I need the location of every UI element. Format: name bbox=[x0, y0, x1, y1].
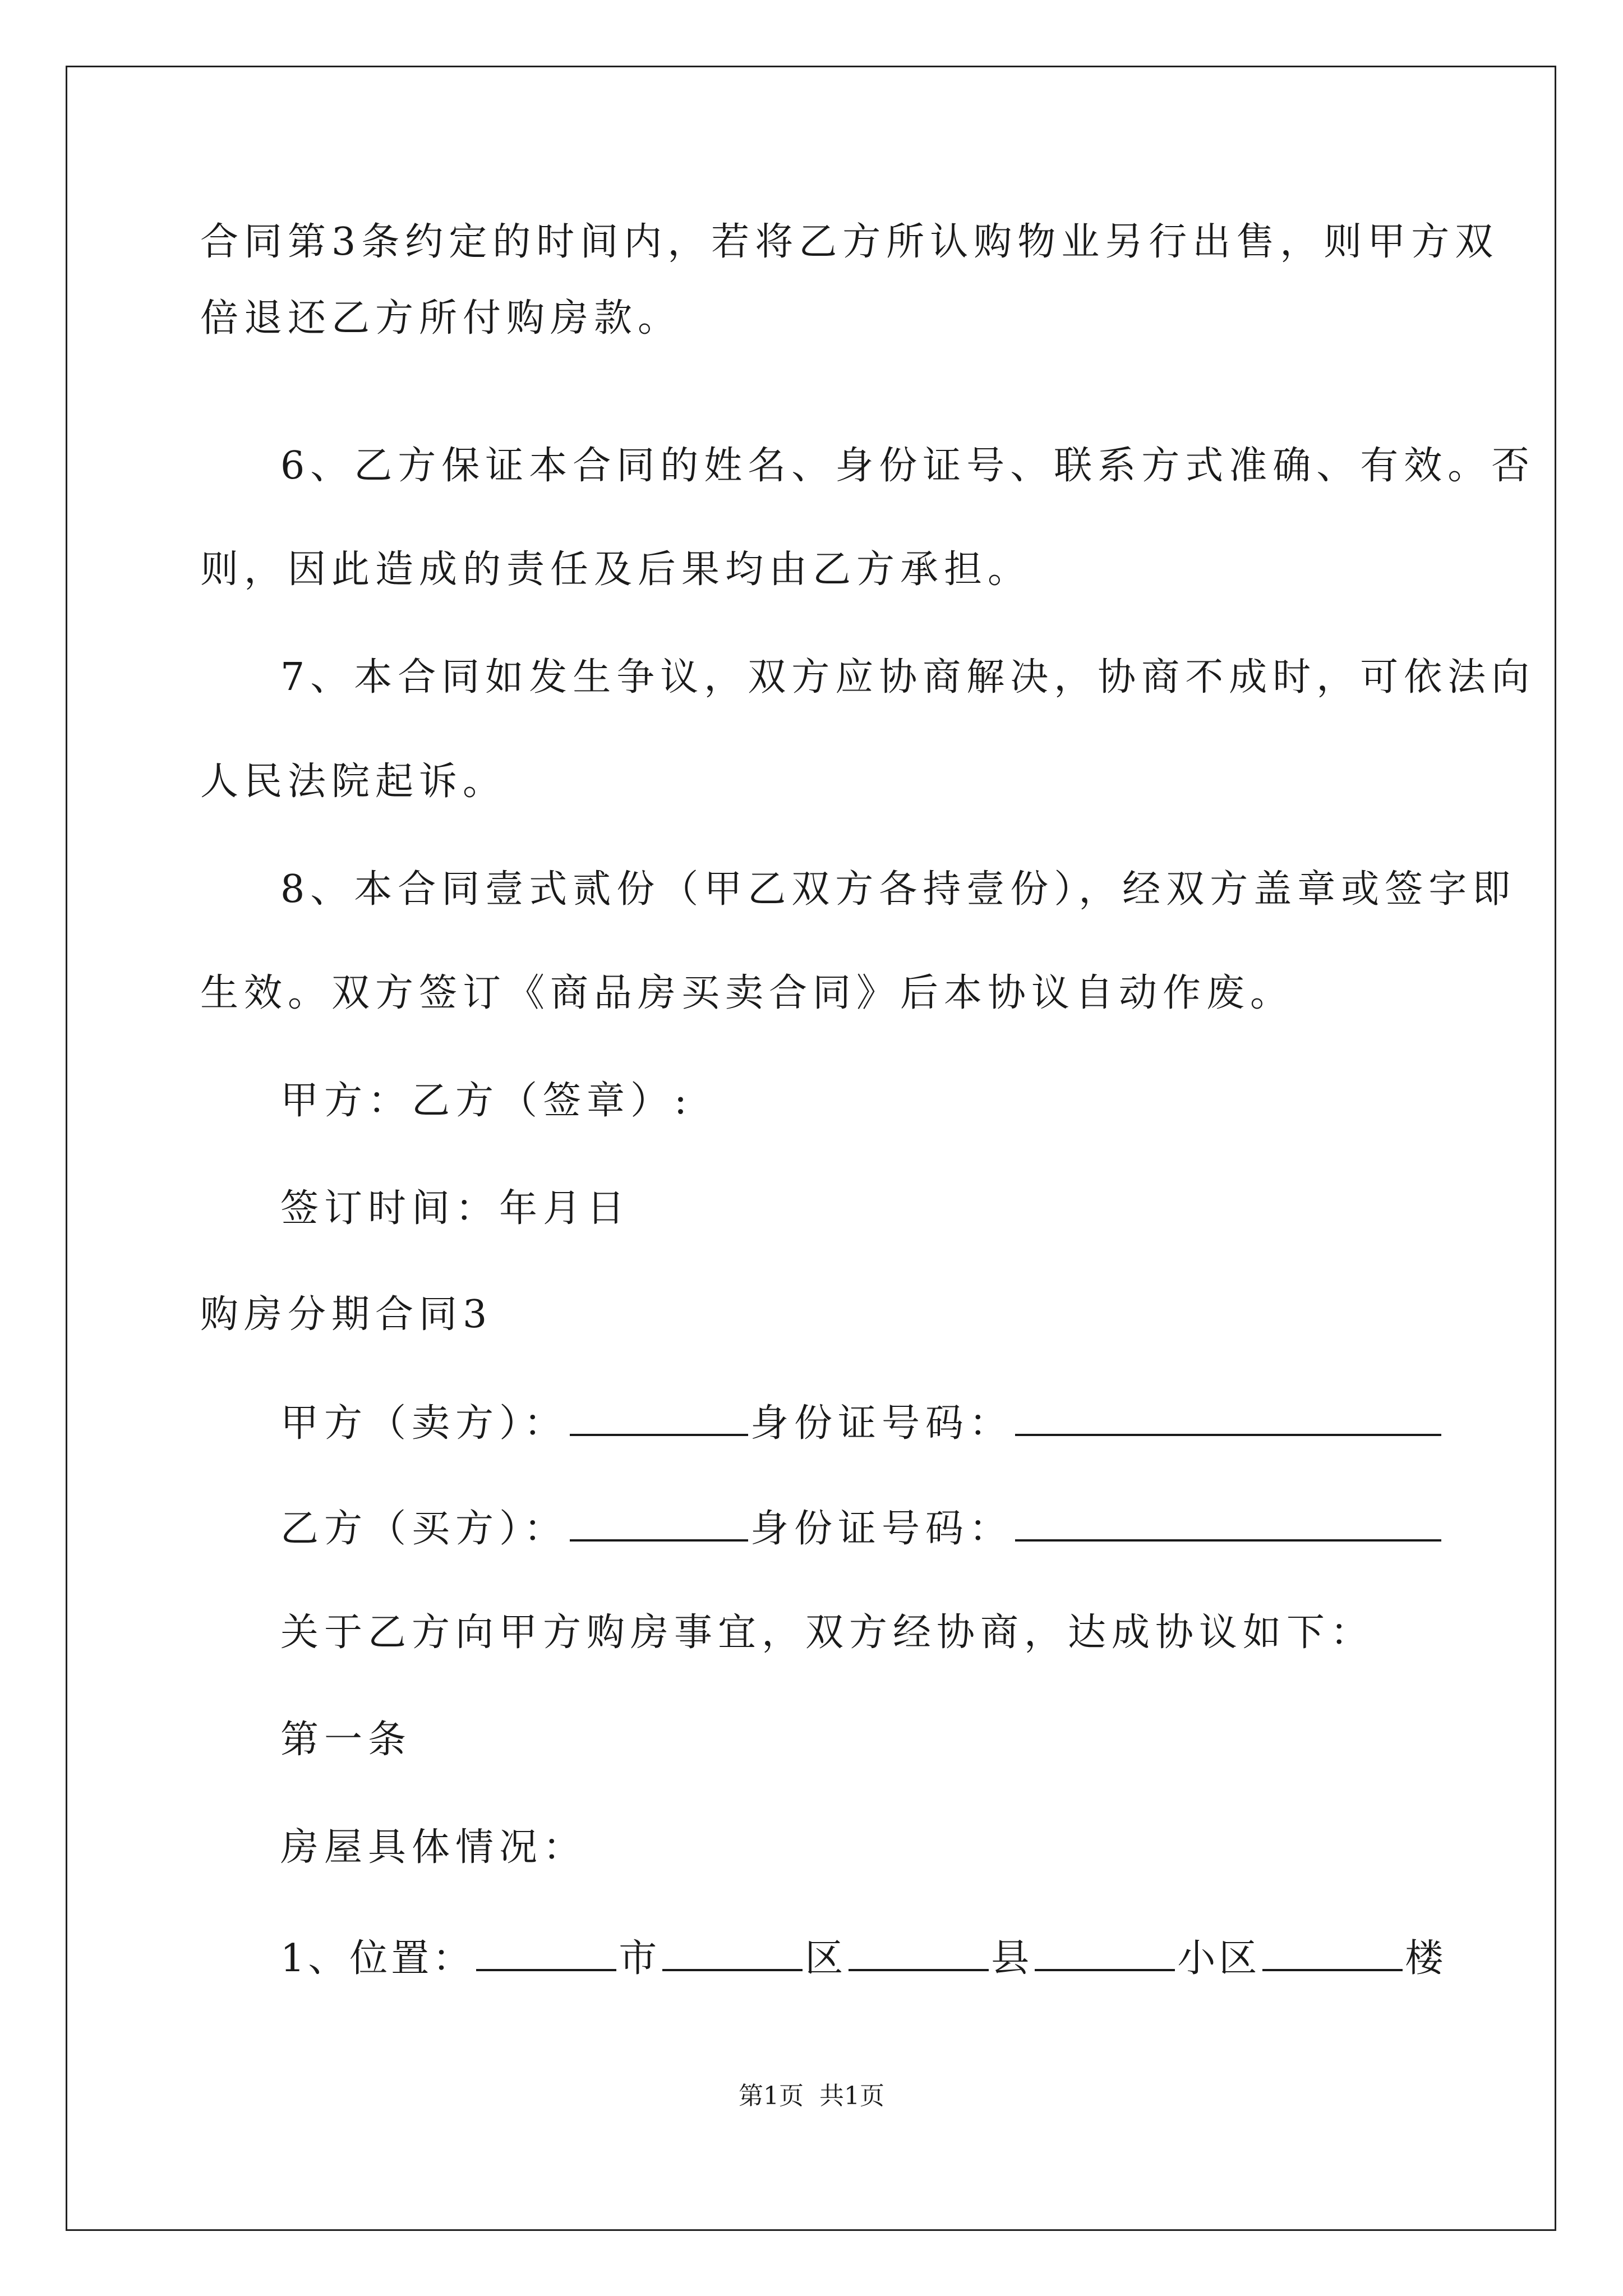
article-heading: 第一条 bbox=[280, 1718, 412, 1762]
city-label: 市 bbox=[619, 1936, 661, 1981]
paragraph-line: 生效。双方签订《商品房买卖合同》后本协议自动作废。 bbox=[200, 971, 1294, 1015]
seller-name-blank bbox=[570, 1401, 748, 1436]
community-blank bbox=[1035, 1936, 1175, 1971]
agreement-intro: 关于乙方向甲方购房事宜，双方经协商，达成协议如下： bbox=[280, 1611, 1375, 1655]
sign-date-line: 签订时间：年月日 bbox=[280, 1186, 631, 1231]
page-total: 共1页 bbox=[819, 2082, 884, 2110]
paragraph-line: 8、本合同壹式贰份（甲乙双方各持壹份），经双方盖章或签字即 bbox=[280, 867, 1516, 912]
buyer-id-blank bbox=[1015, 1507, 1441, 1542]
paragraph-line: 则，因此造成的责任及后果均由乙方承担。 bbox=[200, 547, 1032, 592]
location-line bbox=[280, 1936, 1447, 1981]
buyer-label: 乙方（买方）： bbox=[280, 1507, 568, 1551]
page-footer bbox=[0, 2084, 1623, 2109]
section-title: 购房分期合同3 bbox=[200, 1292, 493, 1337]
house-details-heading: 房屋具体情况： bbox=[280, 1825, 587, 1870]
building-blank bbox=[1262, 1936, 1403, 1971]
signature-line: 甲方：乙方（签章）: bbox=[280, 1079, 693, 1123]
buyer-line bbox=[280, 1507, 1444, 1551]
community-label: 小区 bbox=[1177, 1936, 1261, 1981]
buyer-name-blank bbox=[570, 1507, 748, 1542]
paragraph-line: 人民法院起诉。 bbox=[200, 760, 507, 804]
paragraph-line: 7、本合同如发生争议，双方应协商解决，协商不成时，可依法向 bbox=[280, 655, 1536, 700]
seller-id-label: 身份证号码： bbox=[750, 1401, 1013, 1446]
district-blank bbox=[662, 1936, 803, 1971]
district-label: 区 bbox=[805, 1936, 847, 1981]
paragraph-line: 6、乙方保证本合同的姓名、身份证号、联系方式准确、有效。否 bbox=[280, 444, 1536, 488]
building-label: 楼 bbox=[1405, 1936, 1447, 1981]
city-blank bbox=[476, 1936, 616, 1971]
location-prefix: 1、位置： bbox=[280, 1936, 474, 1981]
page-number: 第1页 bbox=[739, 2082, 804, 2110]
buyer-id-label: 身份证号码： bbox=[750, 1507, 1013, 1551]
page-border bbox=[66, 66, 1556, 2231]
paragraph-line: 倍退还乙方所付购房款。 bbox=[200, 296, 682, 341]
seller-line bbox=[280, 1401, 1444, 1446]
paragraph-line: 合同第3条约定的时间内，若将乙方所认购物业另行出售，则甲方双 bbox=[200, 220, 1499, 264]
county-label: 县 bbox=[991, 1936, 1033, 1981]
seller-id-blank bbox=[1015, 1401, 1441, 1436]
seller-label: 甲方（卖方）： bbox=[280, 1401, 568, 1446]
county-blank bbox=[849, 1936, 989, 1971]
